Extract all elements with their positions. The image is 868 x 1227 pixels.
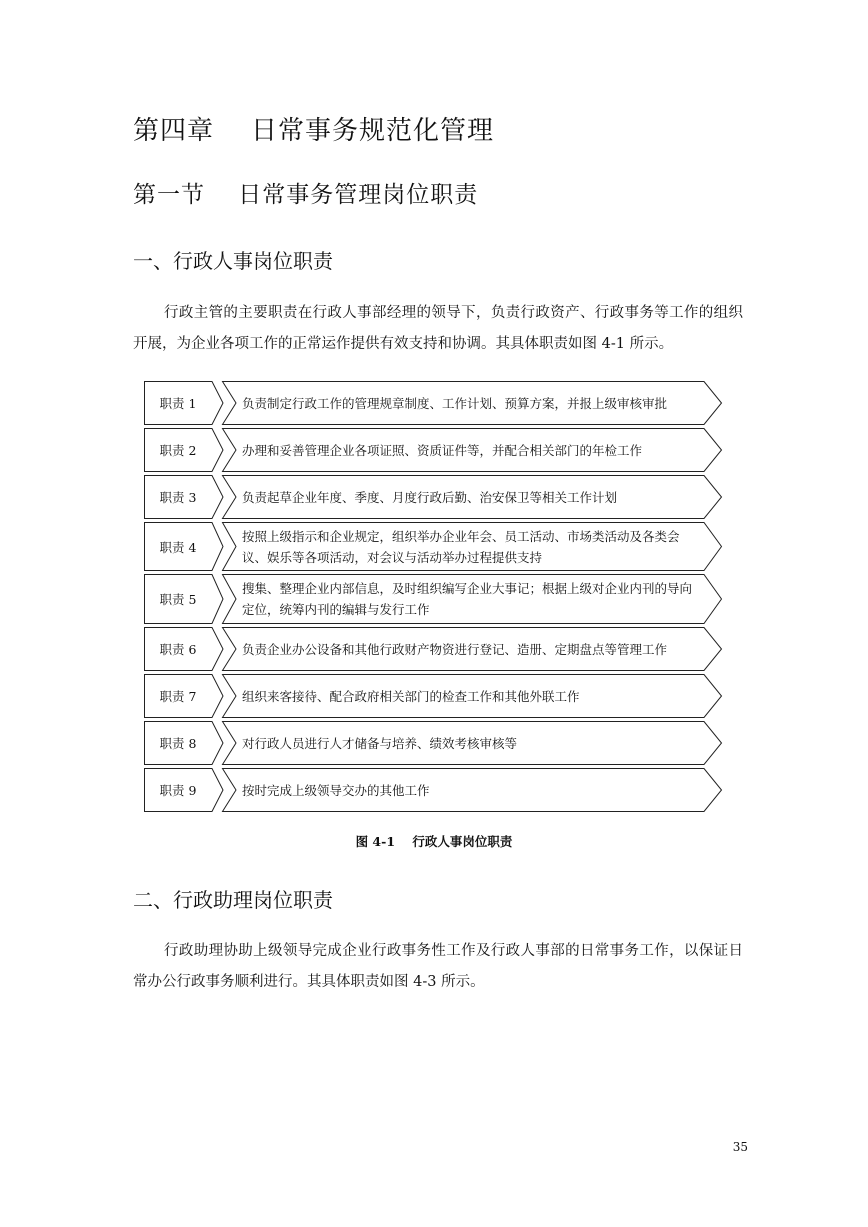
page-number: 35 [732, 1140, 748, 1154]
duty-row [144, 627, 722, 671]
duty-label-box [144, 428, 224, 472]
duty-label-box [144, 522, 224, 571]
duty-label-box [144, 768, 224, 812]
duty-description: 负责企业办公设备和其他行政财产物资进行登记、造册、定期盘点等管理工作 [242, 641, 668, 657]
duty-label: 职责 6 [159, 642, 197, 657]
figure-caption: 图 4-1 行政人事岗位职责 [355, 834, 513, 849]
duty-description-arrow [222, 674, 722, 718]
duty-label: 职责 9 [159, 783, 197, 798]
duty-label: 职责 4 [159, 539, 197, 555]
duty-description-arrow [222, 428, 722, 472]
paragraph-2: 行政助理协助上级领导完成企业行政事务性工作及行政人事部的日常事务工作，以保证日常办公行政事务顺利进行。其具体职责如图 4-3 所示。 [133, 943, 743, 990]
duty-description-arrow [222, 721, 722, 765]
duty-label: 职责 8 [159, 736, 197, 751]
subsection-title-2: 二、行政助理岗位职责 [133, 888, 333, 912]
duty-label-box [144, 721, 224, 765]
duty-description: 按时完成上级领导交办的其他工作 [242, 782, 430, 798]
duty-row [144, 674, 722, 718]
duty-description-arrow [222, 522, 722, 571]
duty-label-box [144, 674, 224, 718]
duty-description: 负责起草企业年度、季度、月度行政后勤、治安保卫等相关工作计划 [242, 489, 618, 505]
duty-label-box [144, 475, 224, 519]
duty-row [144, 768, 722, 812]
duty-row [144, 574, 722, 624]
duty-row [144, 475, 722, 519]
duty-row [144, 522, 722, 571]
duty-description: 办理和妥善管理企业各项证照、资质证件等，并配合相关部门的年检工作 [242, 442, 643, 458]
duty-label-box [144, 381, 224, 425]
duty-label: 职责 5 [159, 592, 197, 607]
duty-label-box [144, 574, 224, 624]
duty-label-box [144, 627, 224, 671]
duty-label: 职责 2 [159, 443, 197, 458]
duty-description: 组织来客接待、配合政府相关部门的检查工作和其他外联工作 [242, 688, 580, 704]
duty-description-arrow [222, 768, 722, 812]
subsection-title-1: 一、行政人事岗位职责 [133, 249, 333, 273]
duty-description-arrow [222, 627, 722, 671]
duty-description-arrow [222, 574, 722, 624]
duty-description: 负责制定行政工作的管理规章制度、工作计划、预算方案，并报上级审核审批 [242, 395, 668, 411]
duty-description-arrow [222, 381, 722, 425]
duty-label: 职责 1 [159, 396, 197, 411]
duty-description: 对行政人员进行人才储备与培养、绩效考核审核等 [242, 735, 518, 751]
paragraph-1: 行政主管的主要职责在行政人事部经理的领导下，负责行政资产、行政事务等工作的组织开展，为企业各项工作的正常运作提供有效支持和协调。其具体职责如图 4-1 所示。 [133, 305, 743, 352]
duty-description: 按照上级指示和企业规定，组织举办企业年会、员工活动、市场类活动及各类会议、娱乐等各项活动，对会议与活动举办过程提供支持 [242, 528, 680, 565]
duty-row [144, 428, 722, 472]
duty-row [144, 721, 722, 765]
chapter-title: 第四章 日常事务规范化管理 [133, 116, 495, 146]
duty-row [144, 381, 722, 425]
duty-description: 搜集、整理企业内部信息，及时组织编写企业大事记；根据上级对企业内刊的导向定位，统筹内刊的编辑与发行工作 [242, 581, 693, 617]
duty-label: 职责 3 [159, 490, 197, 505]
section-title: 第一节 日常事务管理岗位职责 [133, 182, 479, 208]
duty-label: 职责 7 [159, 689, 197, 704]
duty-description-arrow [222, 475, 722, 519]
